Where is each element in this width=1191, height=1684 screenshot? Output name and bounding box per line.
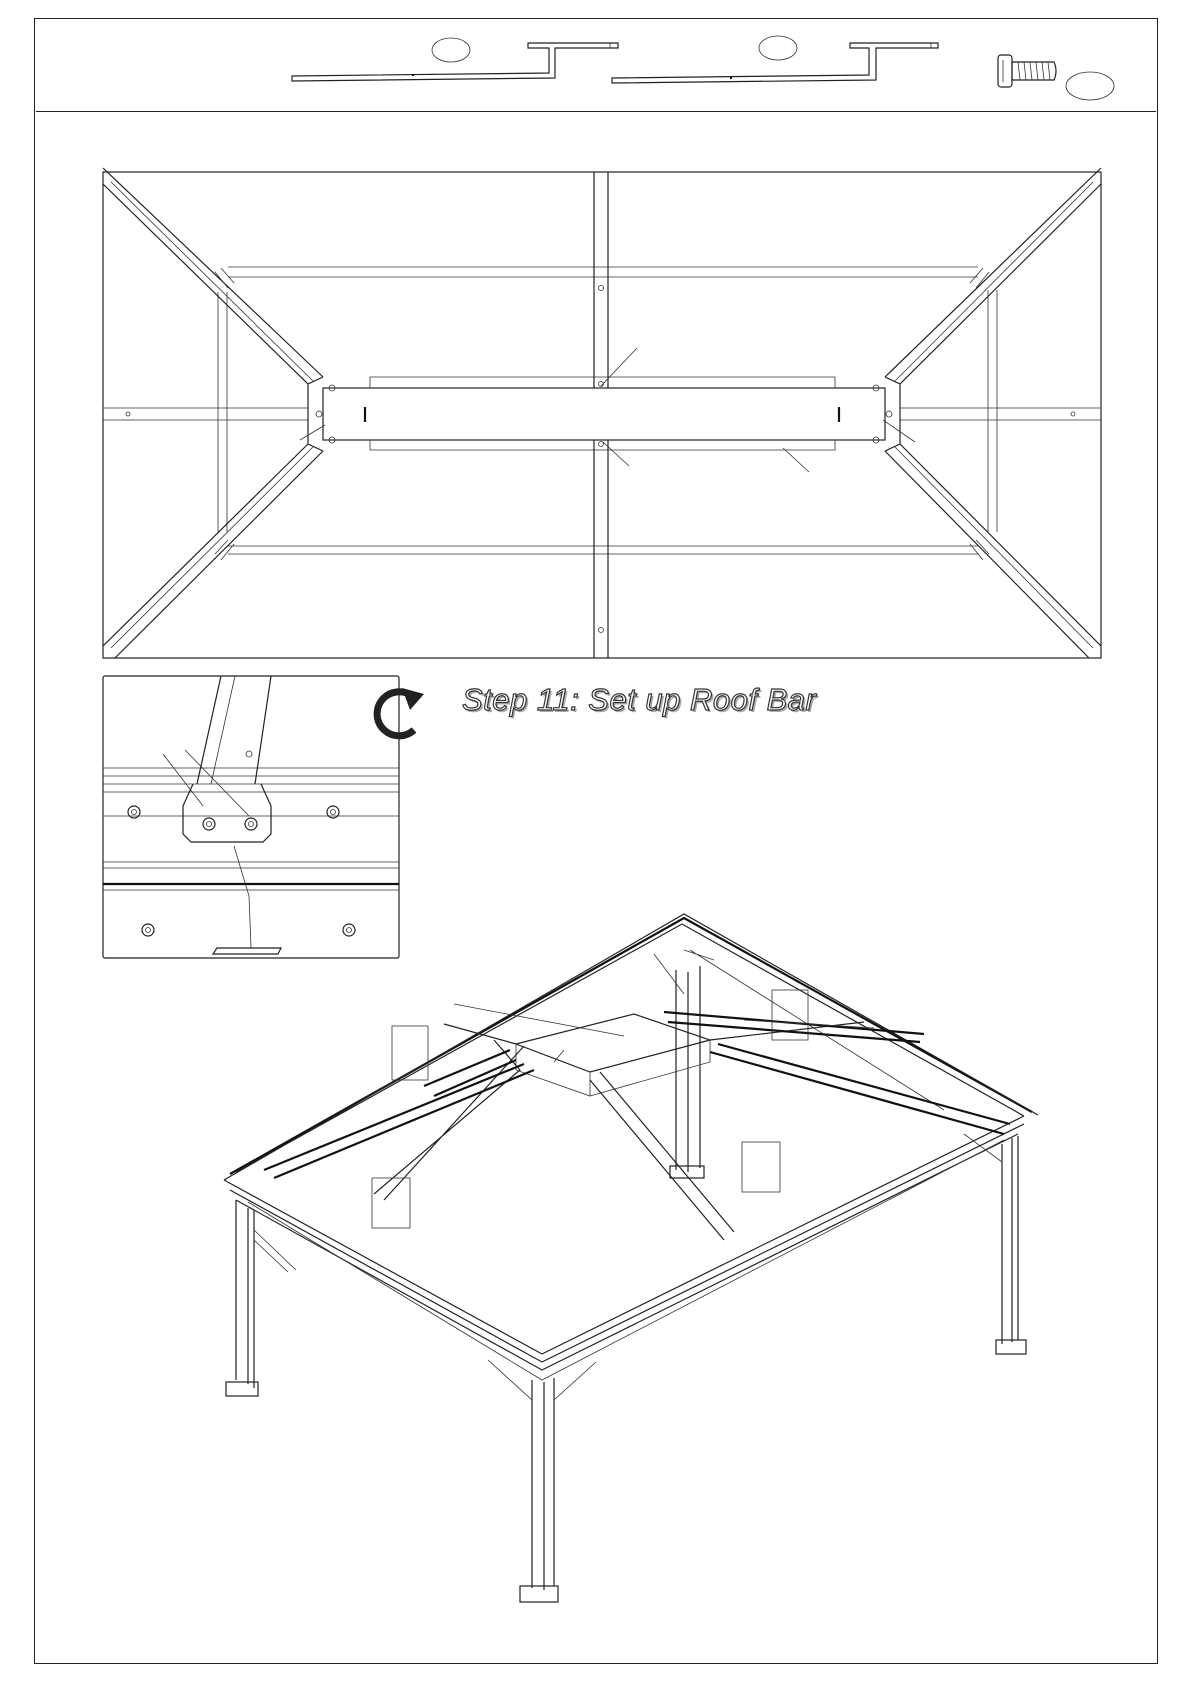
parts-strip — [0, 0, 1191, 120]
roof-bar-part-left — [292, 38, 618, 81]
gazebo-assembly-illustration — [224, 910, 1034, 1610]
roof-bar-part-right — [612, 36, 938, 83]
roof-top-view — [103, 172, 1101, 658]
rotate-arrow-icon — [368, 680, 436, 748]
step-title: Step 11: Set up Roof Bar — [462, 682, 817, 717]
gazebo-posts — [226, 954, 1026, 1602]
bolt-icon — [998, 55, 1114, 100]
